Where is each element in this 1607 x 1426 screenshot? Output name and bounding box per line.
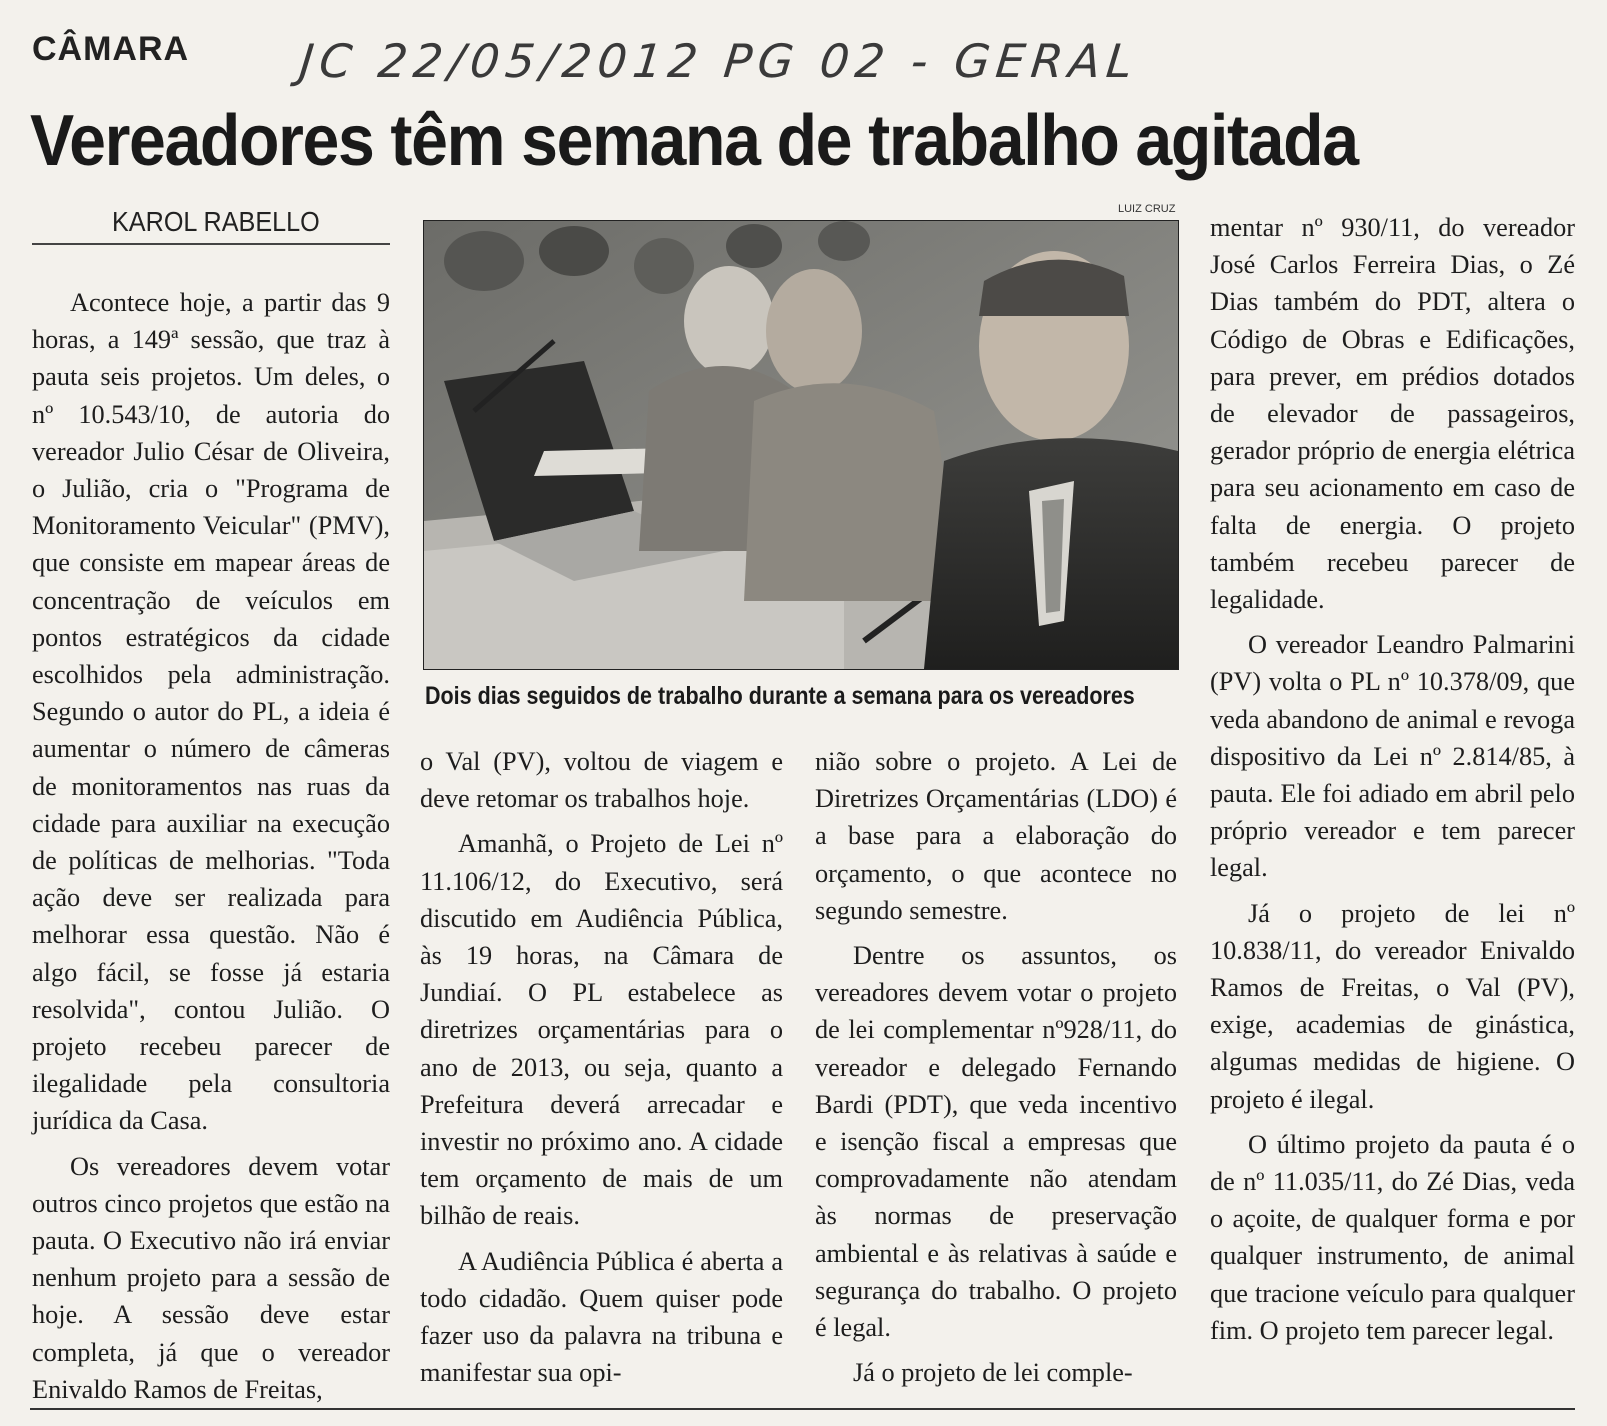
photo-credit: LUIZ CRUZ [1118, 203, 1176, 215]
article-column-3 [815, 743, 1177, 1391]
paragraph: O vereador Leandro Palmarini (PV) volta o PL nº 10.378/09, que veda abandono de animal e revoga dispositivo da Lei nº 2.814/85, à pauta. Ele foi adiado em abril pelo próprio vereador e tem parecer legal. [1210, 630, 1575, 883]
council-members-photo [424, 221, 1178, 669]
article-column-4 [1210, 209, 1575, 1349]
paragraph: mentar nº 930/11, do vereador José Carlos Ferreira Dias, o Zé Dias também do PDT, altera o Código de Obras e Edificações, para prever, em prédios dotados de elevador de passageiros, gerador próprio de energia elétrica para seu acionamento em caso de falta de energia. O projeto também recebeu parecer de legalidade. [1210, 213, 1575, 615]
bottom-divider [30, 1408, 1575, 1410]
article-column-1 [32, 284, 390, 1408]
headline: Vereadores têm semana de trabalho agitada [30, 101, 1358, 181]
paragraph: Já o projeto de lei comple- [853, 1358, 1133, 1388]
paragraph: Os vereadores devem votar outros cinco projetos que estão na pauta. O Executivo não irá enviar nenhum projeto para a sessão de hoje. A sessão deve estar completa, já que o vereador Enivaldo Ramos de Freitas, [32, 1151, 390, 1404]
paragraph: Acontece hoje, a partir das 9 horas, a 149ª sessão, que traz à pauta seis projetos. Um deles, o nº 10.543/10, de autoria do vereador Julio César de Oliveira, o Julião, cria o "Programa de Monitoramento Veicular" (PMV), que consiste em mapear áreas de concentração de veículos em pontos estratégicos da cidade escolhidos pela administração. Segundo o autor do PL, a ideia é aumentar o número de câmeras de monitoramentos nas ruas da cidade para auxiliar na execução de políticas de melhorias. "Toda ação deve ser realizada para melhorar essa questão. Não é algo fácil, se fosse já estaria resolvida", contou Julião. O projeto recebeu parecer de ilegalidade pela consultoria jurídica da Casa. [32, 288, 390, 1136]
byline: KAROL RABELLO [112, 206, 320, 237]
paragraph: nião sobre o projeto. A Lei de Diretrizes Orçamentárias (LDO) é a base para a elaboração do orçamento, o que acontece no segundo semestre. [815, 747, 1177, 925]
paragraph: o Val (PV), voltou de viagem e deve retomar os trabalhos hoje. [420, 747, 783, 814]
photo-caption: Dois dias seguidos de trabalho durante a semana para os vereadores [425, 682, 1135, 710]
paragraph: A Audiência Pública é aberta a todo cidadão. Quem quiser pode fazer uso da palavra na tribuna e manifestar sua opi- [420, 1246, 783, 1388]
paragraph: Dentre os assuntos, os vereadores devem votar o projeto de lei complementar nº928/11, do vereador e delegado Fernando Bardi (PDT), que veda incentivo e isenção fiscal a empresas que comprovadamente não atendam às normas de preservação ambiental e às relativas à saúde e segurança do trabalho. O projeto é legal. [815, 941, 1177, 1343]
paragraph: Amanhã, o Projeto de Lei nº 11.106/12, do Executivo, será discutido em Audiência Pública, às 19 horas, na Câmara de Jundiaí. O PL estabelece as diretrizes orçamentárias para o ano de 2013, ou seja, quanto a Prefeitura deverá arrecadar e investir no próximo ano. A cidade tem orçamento de mais de um bilhão de reais. [420, 829, 783, 1231]
byline-divider [32, 243, 390, 245]
article-column-2 [420, 743, 783, 1391]
paragraph: Já o projeto de lei nº 10.838/11, do vereador Enivaldo Ramos de Freitas, o Val (PV), exige, academias de ginástica, algumas medidas de higiene. O projeto é ilegal. [1210, 898, 1575, 1114]
clipping-handwritten-note: JC 22/05/2012 PG 02 - GERAL [297, 34, 1142, 88]
article-photo [423, 220, 1179, 670]
paragraph: O último projeto da pauta é o de nº 11.035/11, do Zé Dias, veda o açoite, de qualquer forma e por qualquer instrumento, de animal que tracione veículo para qualquer fim. O projeto tem parecer legal. [1210, 1129, 1575, 1345]
section-label: CÂMARA [32, 30, 190, 68]
